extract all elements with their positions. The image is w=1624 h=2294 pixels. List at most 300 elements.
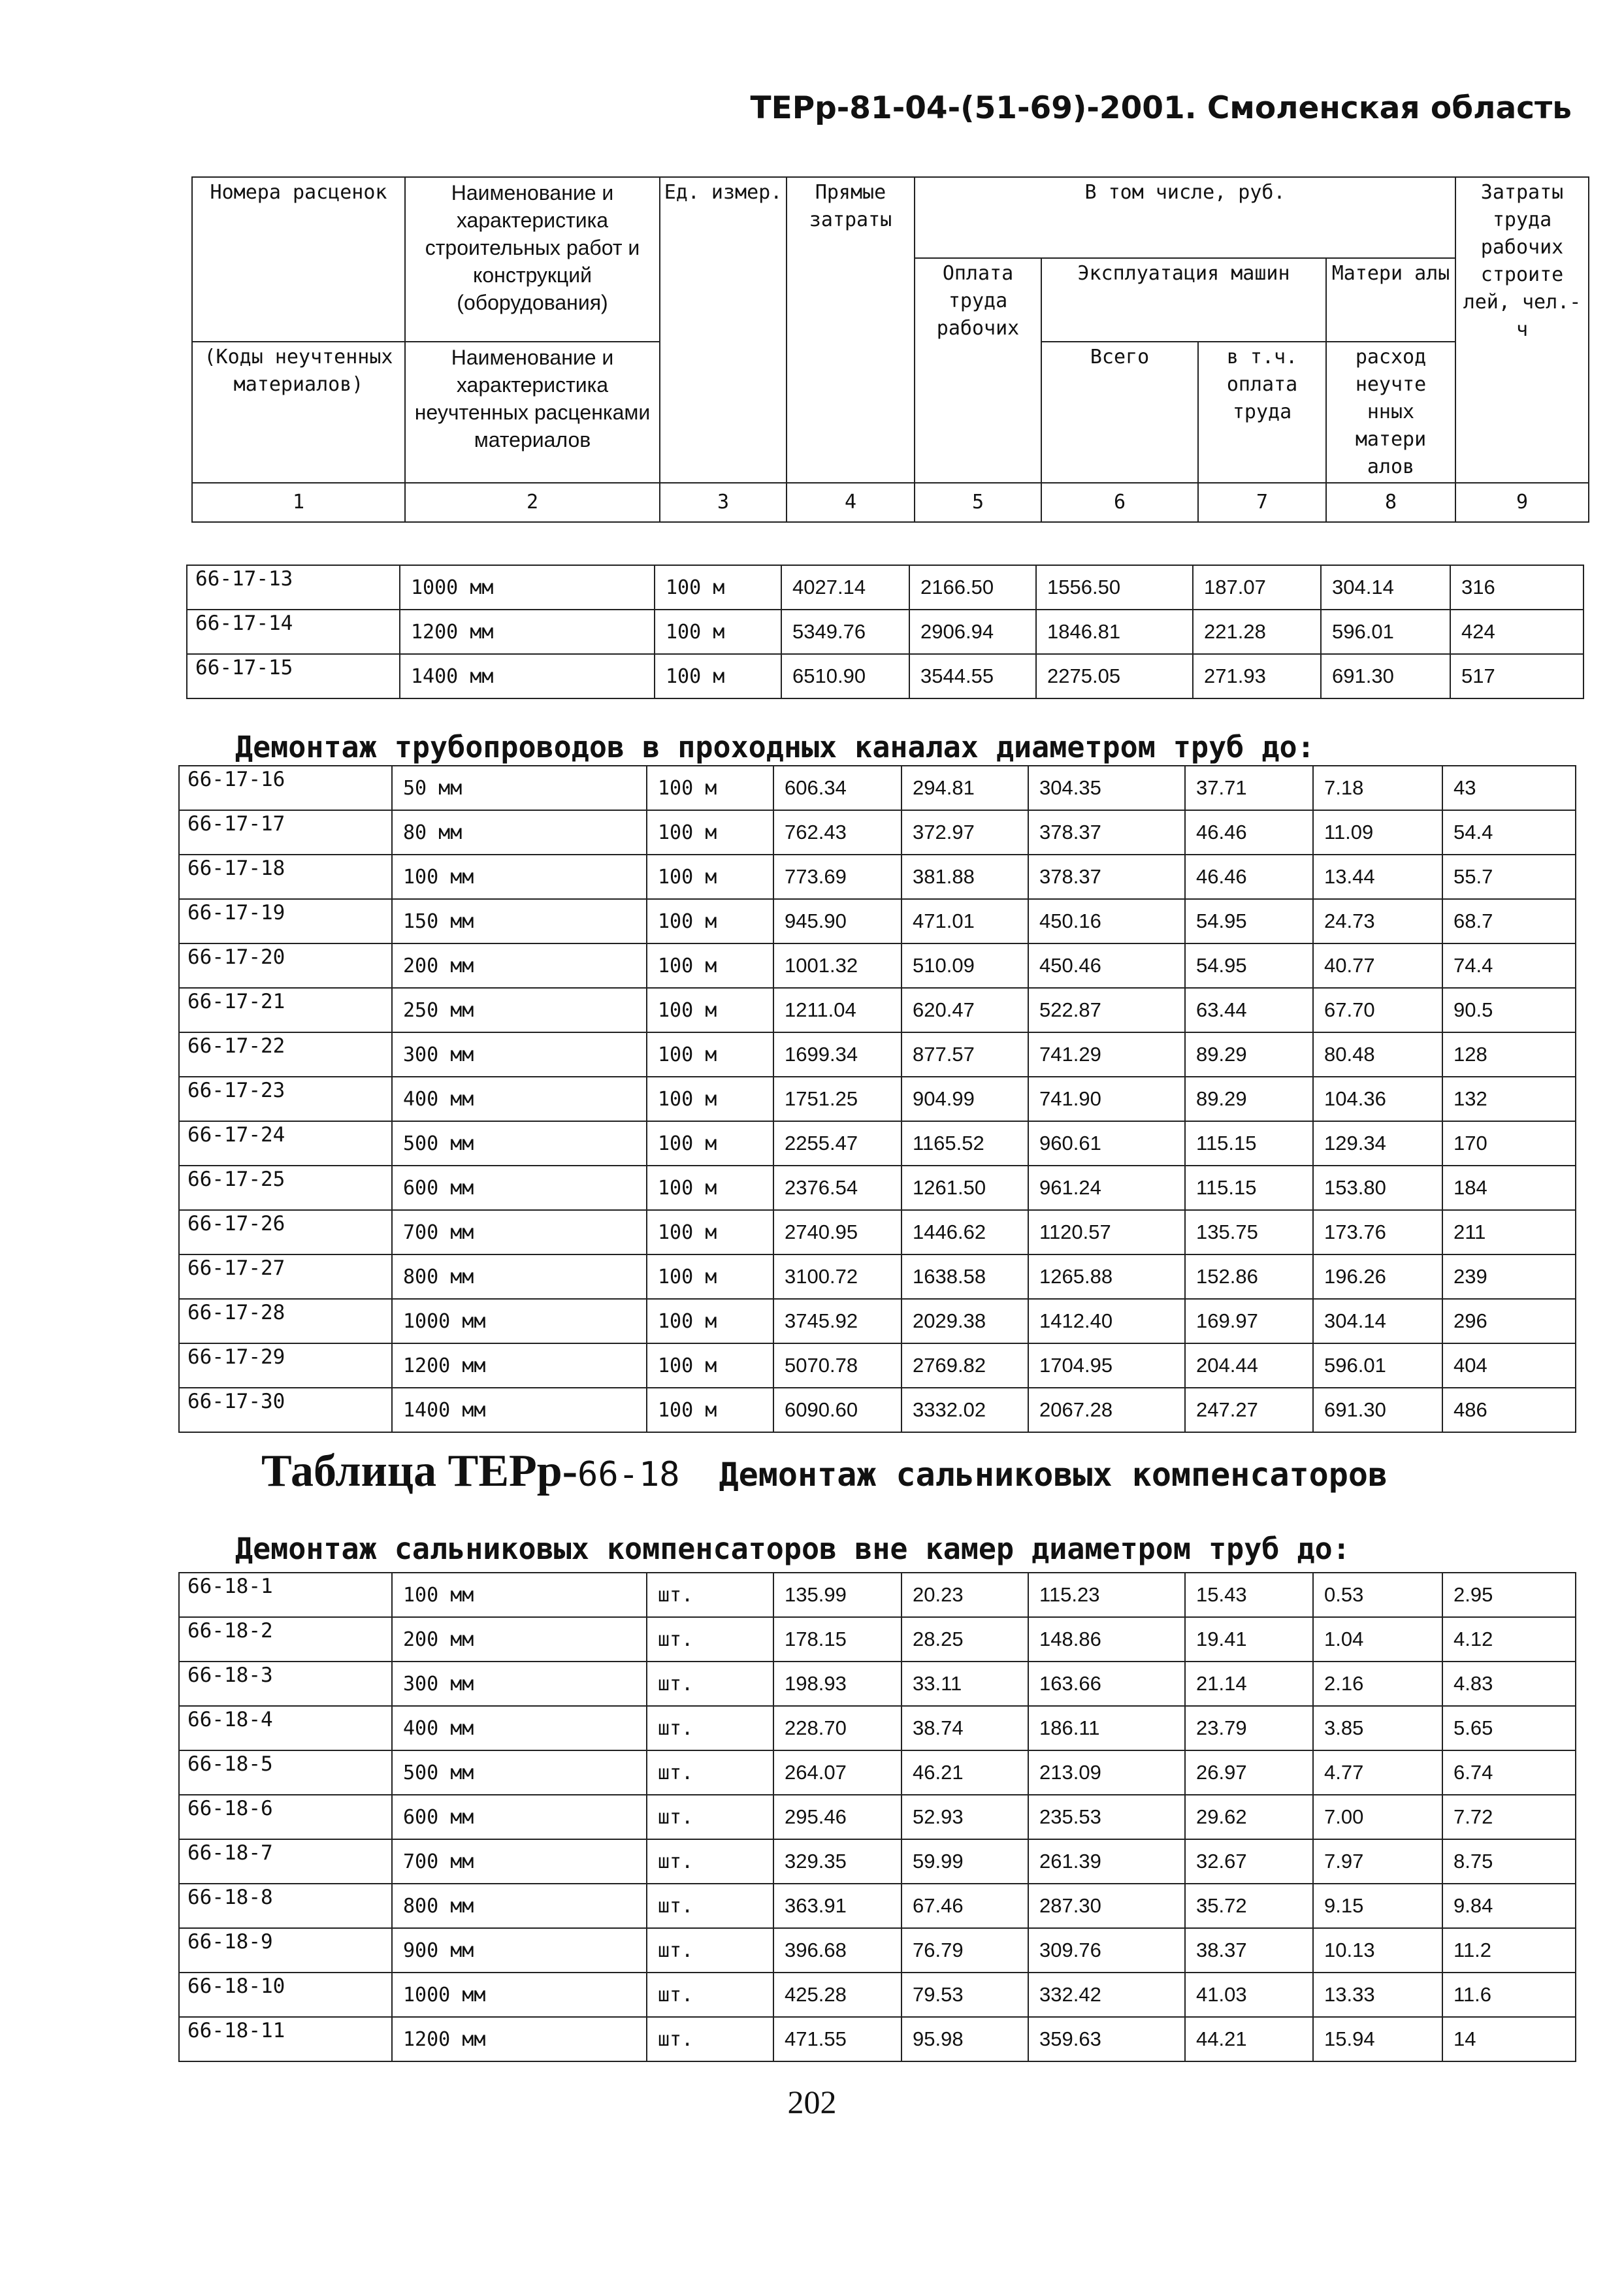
header-labor-hours: Затраты труда рабочих строите лей, чел.-ч xyxy=(1455,177,1589,483)
cell-unit: 100 м xyxy=(655,610,781,654)
cell-materials: 0.53 xyxy=(1313,1573,1442,1617)
table-title xyxy=(261,1445,1388,1498)
cell-unit: 100 м xyxy=(647,943,773,988)
cell-unit: шт. xyxy=(647,1884,773,1928)
cell-labor-pay: 381.88 xyxy=(901,855,1028,899)
cell-rate-code: 66-17-13 xyxy=(187,565,400,610)
cell-work-name: 1200 мм xyxy=(392,1343,647,1388)
cell-direct-costs: 3100.72 xyxy=(773,1254,901,1299)
header-work-name: Наименование и характеристика строительных работ и конструкций (оборудования) xyxy=(405,177,660,342)
column-number: 2 xyxy=(405,483,660,522)
header-direct-costs: Прямые затраты xyxy=(787,177,915,483)
cell-unit: 100 м xyxy=(647,1254,773,1299)
table-row xyxy=(179,899,1576,943)
cell-work-name: 1000 мм xyxy=(400,565,655,610)
cell-direct-costs: 264.07 xyxy=(773,1750,901,1795)
cell-materials: 2.16 xyxy=(1313,1662,1442,1706)
cell-labor-pay: 3332.02 xyxy=(901,1388,1028,1432)
header-unit: Ед. измер. xyxy=(660,177,787,483)
cell-rate-code: 66-17-22 xyxy=(179,1032,392,1077)
cell-labor-pay: 471.01 xyxy=(901,899,1028,943)
cell-machines-total: 213.09 xyxy=(1028,1750,1185,1795)
cell-work-name: 1200 мм xyxy=(392,2017,647,2061)
cell-unit: 100 м xyxy=(655,654,781,698)
cell-labor-hours: 9.84 xyxy=(1442,1884,1576,1928)
table-row xyxy=(179,1299,1576,1343)
cell-labor-pay: 2166.50 xyxy=(909,565,1036,610)
cell-work-name: 800 мм xyxy=(392,1254,647,1299)
cell-labor-hours: 4.83 xyxy=(1442,1662,1576,1706)
table-row xyxy=(179,1750,1576,1795)
cell-machines-total: 287.30 xyxy=(1028,1884,1185,1928)
cell-unit: 100 м xyxy=(647,1077,773,1121)
cell-labor-pay: 2029.38 xyxy=(901,1299,1028,1343)
header-unaccounted-materials: расход неучте нных матери алов xyxy=(1326,342,1455,483)
cell-unit: 100 м xyxy=(647,1121,773,1166)
cell-labor-hours: 55.7 xyxy=(1442,855,1576,899)
cell-labor-pay: 2906.94 xyxy=(909,610,1036,654)
cell-work-name: 900 мм xyxy=(392,1928,647,1973)
cell-work-name: 400 мм xyxy=(392,1706,647,1750)
cell-machines-total: 741.90 xyxy=(1028,1077,1185,1121)
cell-work-name: 700 мм xyxy=(392,1839,647,1884)
cell-machines-labor: 54.95 xyxy=(1185,943,1313,988)
cell-machines-labor: 32.67 xyxy=(1185,1839,1313,1884)
cell-labor-pay: 510.09 xyxy=(901,943,1028,988)
cell-rate-code: 66-18-6 xyxy=(179,1795,392,1839)
cell-direct-costs: 135.99 xyxy=(773,1573,901,1617)
cell-labor-hours: 517 xyxy=(1450,654,1583,698)
cell-machines-labor: 21.14 xyxy=(1185,1662,1313,1706)
cell-labor-hours: 296 xyxy=(1442,1299,1576,1343)
column-number: 8 xyxy=(1326,483,1455,522)
document-title: ТЕРр-81-04-(51-69)-2001. Смоленская область xyxy=(750,90,1572,126)
cell-labor-hours: 211 xyxy=(1442,1210,1576,1254)
cell-rate-code: 66-18-1 xyxy=(179,1573,392,1617)
cell-machines-total: 1412.40 xyxy=(1028,1299,1185,1343)
cell-materials: 304.14 xyxy=(1313,1299,1442,1343)
cell-direct-costs: 329.35 xyxy=(773,1839,901,1884)
cell-direct-costs: 178.15 xyxy=(773,1617,901,1662)
cell-machines-labor: 23.79 xyxy=(1185,1706,1313,1750)
cell-materials: 40.77 xyxy=(1313,943,1442,988)
cell-machines-total: 332.42 xyxy=(1028,1973,1185,2017)
cell-labor-pay: 3544.55 xyxy=(909,654,1036,698)
cell-labor-pay: 67.46 xyxy=(901,1884,1028,1928)
cell-machines-total: 961.24 xyxy=(1028,1166,1185,1210)
table-row xyxy=(179,1210,1576,1254)
cell-machines-total: 2275.05 xyxy=(1036,654,1193,698)
cell-machines-labor: 187.07 xyxy=(1193,565,1321,610)
table-row xyxy=(179,1839,1576,1884)
cell-direct-costs: 1751.25 xyxy=(773,1077,901,1121)
cell-materials: 15.94 xyxy=(1313,2017,1442,2061)
cell-materials: 24.73 xyxy=(1313,899,1442,943)
header-including-group: В том числе, руб. xyxy=(915,177,1455,258)
cell-rate-code: 66-17-20 xyxy=(179,943,392,988)
cell-work-name: 600 мм xyxy=(392,1795,647,1839)
cell-labor-pay: 1261.50 xyxy=(901,1166,1028,1210)
cell-labor-hours: 54.4 xyxy=(1442,810,1576,855)
cell-labor-hours: 486 xyxy=(1442,1388,1576,1432)
cell-rate-code: 66-17-30 xyxy=(179,1388,392,1432)
cell-machines-labor: 271.93 xyxy=(1193,654,1321,698)
cell-direct-costs: 425.28 xyxy=(773,1973,901,2017)
column-number: 9 xyxy=(1455,483,1589,522)
cell-materials: 9.15 xyxy=(1313,1884,1442,1928)
cell-unit: 100 м xyxy=(647,1166,773,1210)
cell-work-name: 100 мм xyxy=(392,855,647,899)
cell-direct-costs: 5349.76 xyxy=(781,610,909,654)
cell-rate-code: 66-18-8 xyxy=(179,1884,392,1928)
table-title-description: Демонтаж сальниковых компенсаторов xyxy=(719,1456,1388,1494)
cell-machines-labor: 89.29 xyxy=(1185,1032,1313,1077)
cell-rate-code: 66-17-24 xyxy=(179,1121,392,1166)
table-row xyxy=(179,1388,1576,1432)
cell-direct-costs: 228.70 xyxy=(773,1706,901,1750)
cell-rate-code: 66-18-7 xyxy=(179,1839,392,1884)
cell-machines-total: 960.61 xyxy=(1028,1121,1185,1166)
cell-unit: 100 м xyxy=(647,1032,773,1077)
cell-machines-labor: 135.75 xyxy=(1185,1210,1313,1254)
table-row xyxy=(179,943,1576,988)
cell-work-name: 80 мм xyxy=(392,810,647,855)
cell-materials: 691.30 xyxy=(1313,1388,1442,1432)
cell-rate-code: 66-18-3 xyxy=(179,1662,392,1706)
cell-labor-hours: 2.95 xyxy=(1442,1573,1576,1617)
header-machines-total: Всего xyxy=(1041,342,1198,483)
table-row xyxy=(179,1343,1576,1388)
cell-machines-total: 163.66 xyxy=(1028,1662,1185,1706)
cell-labor-pay: 52.93 xyxy=(901,1795,1028,1839)
cell-work-name: 200 мм xyxy=(392,1617,647,1662)
cell-machines-labor: 152.86 xyxy=(1185,1254,1313,1299)
cell-machines-labor: 41.03 xyxy=(1185,1973,1313,2017)
cell-materials: 173.76 xyxy=(1313,1210,1442,1254)
cell-labor-pay: 904.99 xyxy=(901,1077,1028,1121)
cell-materials: 11.09 xyxy=(1313,810,1442,855)
cell-labor-hours: 4.12 xyxy=(1442,1617,1576,1662)
cell-direct-costs: 2255.47 xyxy=(773,1121,901,1166)
cell-labor-pay: 33.11 xyxy=(901,1662,1028,1706)
cell-materials: 104.36 xyxy=(1313,1077,1442,1121)
cell-unit: шт. xyxy=(647,1662,773,1706)
cell-work-name: 300 мм xyxy=(392,1032,647,1077)
cell-labor-hours: 239 xyxy=(1442,1254,1576,1299)
table-row xyxy=(179,1166,1576,1210)
table-row xyxy=(187,565,1583,610)
cell-materials: 67.70 xyxy=(1313,988,1442,1032)
cell-unit: 100 м xyxy=(647,810,773,855)
cell-rate-code: 66-18-9 xyxy=(179,1928,392,1973)
cell-direct-costs: 3745.92 xyxy=(773,1299,901,1343)
table-row xyxy=(179,766,1576,810)
table-row xyxy=(179,1121,1576,1166)
cell-work-name: 1400 мм xyxy=(392,1388,647,1432)
cell-labor-hours: 404 xyxy=(1442,1343,1576,1388)
section-caption-gland-compensators: Демонтаж сальниковых компенсаторов вне камер диаметром труб до: xyxy=(235,1532,1350,1566)
table-row xyxy=(179,988,1576,1032)
cell-machines-labor: 115.15 xyxy=(1185,1166,1313,1210)
cell-work-name: 200 мм xyxy=(392,943,647,988)
cell-work-name: 1000 мм xyxy=(392,1299,647,1343)
cell-work-name: 100 мм xyxy=(392,1573,647,1617)
cell-materials: 153.80 xyxy=(1313,1166,1442,1210)
cell-direct-costs: 295.46 xyxy=(773,1795,901,1839)
cell-labor-hours: 6.74 xyxy=(1442,1750,1576,1795)
header-rate-numbers: Номера расценок xyxy=(192,177,405,342)
cell-materials: 13.33 xyxy=(1313,1973,1442,2017)
cell-direct-costs: 4027.14 xyxy=(781,565,909,610)
table-row xyxy=(179,1077,1576,1121)
cell-unit: 100 м xyxy=(647,899,773,943)
cell-direct-costs: 1699.34 xyxy=(773,1032,901,1077)
cell-labor-pay: 79.53 xyxy=(901,1973,1028,2017)
cell-rate-code: 66-17-19 xyxy=(179,899,392,943)
cell-rate-code: 66-17-16 xyxy=(179,766,392,810)
cell-machines-labor: 15.43 xyxy=(1185,1573,1313,1617)
column-header-table xyxy=(191,176,1589,523)
cell-labor-pay: 46.21 xyxy=(901,1750,1028,1795)
cell-machines-total: 378.37 xyxy=(1028,855,1185,899)
table-row xyxy=(179,1795,1576,1839)
cell-machines-total: 450.16 xyxy=(1028,899,1185,943)
cell-rate-code: 66-17-25 xyxy=(179,1166,392,1210)
cell-machines-labor: 221.28 xyxy=(1193,610,1321,654)
cell-machines-total: 359.63 xyxy=(1028,2017,1185,2061)
cell-machines-labor: 54.95 xyxy=(1185,899,1313,943)
cell-rate-code: 66-18-4 xyxy=(179,1706,392,1750)
cell-direct-costs: 1211.04 xyxy=(773,988,901,1032)
cell-work-name: 150 мм xyxy=(392,899,647,943)
cell-labor-pay: 1165.52 xyxy=(901,1121,1028,1166)
cell-machines-total: 304.35 xyxy=(1028,766,1185,810)
cell-labor-hours: 74.4 xyxy=(1442,943,1576,988)
cell-machines-labor: 204.44 xyxy=(1185,1343,1313,1388)
cell-direct-costs: 396.68 xyxy=(773,1928,901,1973)
cell-labor-hours: 90.5 xyxy=(1442,988,1576,1032)
cell-direct-costs: 6510.90 xyxy=(781,654,909,698)
section-caption-passage-channels: Демонтаж трубопроводов в проходных каналах диаметром труб до: xyxy=(235,730,1315,764)
cell-machines-total: 309.76 xyxy=(1028,1928,1185,1973)
cell-labor-hours: 7.72 xyxy=(1442,1795,1576,1839)
table-row xyxy=(179,1706,1576,1750)
cell-labor-pay: 2769.82 xyxy=(901,1343,1028,1388)
cell-machines-total: 115.23 xyxy=(1028,1573,1185,1617)
cell-rate-code: 66-17-18 xyxy=(179,855,392,899)
cell-machines-total: 148.86 xyxy=(1028,1617,1185,1662)
cell-machines-labor: 46.46 xyxy=(1185,855,1313,899)
cell-unit: шт. xyxy=(647,1617,773,1662)
cell-labor-pay: 28.25 xyxy=(901,1617,1028,1662)
column-number: 4 xyxy=(787,483,915,522)
cell-machines-total: 1704.95 xyxy=(1028,1343,1185,1388)
cell-work-name: 1200 мм xyxy=(400,610,655,654)
cell-machines-total: 378.37 xyxy=(1028,810,1185,855)
cell-labor-hours: 5.65 xyxy=(1442,1706,1576,1750)
cell-labor-hours: 11.6 xyxy=(1442,1973,1576,2017)
cell-labor-pay: 372.97 xyxy=(901,810,1028,855)
cell-materials: 1.04 xyxy=(1313,1617,1442,1662)
cell-machines-labor: 19.41 xyxy=(1185,1617,1313,1662)
cell-direct-costs: 773.69 xyxy=(773,855,901,899)
cell-machines-total: 186.11 xyxy=(1028,1706,1185,1750)
cell-machines-labor: 44.21 xyxy=(1185,2017,1313,2061)
cell-direct-costs: 6090.60 xyxy=(773,1388,901,1432)
column-number: 1 xyxy=(192,483,405,522)
cell-labor-hours: 184 xyxy=(1442,1166,1576,1210)
cell-materials: 80.48 xyxy=(1313,1032,1442,1077)
cell-materials: 3.85 xyxy=(1313,1706,1442,1750)
cell-labor-hours: 43 xyxy=(1442,766,1576,810)
cell-machines-labor: 26.97 xyxy=(1185,1750,1313,1795)
table-row xyxy=(187,610,1583,654)
cell-rate-code: 66-17-21 xyxy=(179,988,392,1032)
cell-rate-code: 66-17-23 xyxy=(179,1077,392,1121)
cell-materials: 196.26 xyxy=(1313,1254,1442,1299)
cell-materials: 7.18 xyxy=(1313,766,1442,810)
cell-labor-pay: 38.74 xyxy=(901,1706,1028,1750)
cell-direct-costs: 2376.54 xyxy=(773,1166,901,1210)
table-row xyxy=(179,1973,1576,2017)
cell-unit: 100 м xyxy=(647,766,773,810)
cell-labor-hours: 316 xyxy=(1450,565,1583,610)
cell-direct-costs: 471.55 xyxy=(773,2017,901,2061)
header-material-names: Наименование и характеристика неучтенных расценками материалов xyxy=(405,342,660,483)
cell-unit: шт. xyxy=(647,1973,773,2017)
cell-rate-code: 66-17-17 xyxy=(179,810,392,855)
cell-machines-total: 261.39 xyxy=(1028,1839,1185,1884)
cell-machines-labor: 46.46 xyxy=(1185,810,1313,855)
cell-unit: 100 м xyxy=(647,988,773,1032)
cell-materials: 13.44 xyxy=(1313,855,1442,899)
cell-machines-total: 741.29 xyxy=(1028,1032,1185,1077)
rates-table-66-17-part2 xyxy=(178,765,1576,1433)
cell-machines-total: 450.46 xyxy=(1028,943,1185,988)
cell-machines-labor: 35.72 xyxy=(1185,1884,1313,1928)
cell-direct-costs: 1001.32 xyxy=(773,943,901,988)
column-number: 6 xyxy=(1041,483,1198,522)
cell-machines-labor: 169.97 xyxy=(1185,1299,1313,1343)
cell-machines-total: 1846.81 xyxy=(1036,610,1193,654)
cell-labor-pay: 76.79 xyxy=(901,1928,1028,1973)
cell-direct-costs: 762.43 xyxy=(773,810,901,855)
cell-work-name: 800 мм xyxy=(392,1884,647,1928)
cell-labor-hours: 11.2 xyxy=(1442,1928,1576,1973)
cell-rate-code: 66-18-5 xyxy=(179,1750,392,1795)
cell-materials: 304.14 xyxy=(1321,565,1450,610)
cell-labor-pay: 877.57 xyxy=(901,1032,1028,1077)
cell-machines-labor: 63.44 xyxy=(1185,988,1313,1032)
cell-machines-labor: 38.37 xyxy=(1185,1928,1313,1973)
table-title-code: 66-18 xyxy=(577,1455,680,1494)
table-row xyxy=(179,855,1576,899)
cell-machines-total: 2067.28 xyxy=(1028,1388,1185,1432)
cell-materials: 7.97 xyxy=(1313,1839,1442,1884)
header-machines-labor: в т.ч. оплата труда xyxy=(1198,342,1326,483)
cell-rate-code: 66-18-10 xyxy=(179,1973,392,2017)
cell-work-name: 50 мм xyxy=(392,766,647,810)
cell-work-name: 500 мм xyxy=(392,1750,647,1795)
table-row xyxy=(179,1884,1576,1928)
cell-machines-total: 1120.57 xyxy=(1028,1210,1185,1254)
table-row xyxy=(179,810,1576,855)
cell-direct-costs: 5070.78 xyxy=(773,1343,901,1388)
cell-rate-code: 66-17-14 xyxy=(187,610,400,654)
cell-direct-costs: 2740.95 xyxy=(773,1210,901,1254)
cell-direct-costs: 363.91 xyxy=(773,1884,901,1928)
column-number: 7 xyxy=(1198,483,1326,522)
rates-table-66-18 xyxy=(178,1572,1576,2062)
table-title-main: Таблица ТЕРр- xyxy=(261,1446,578,1496)
cell-machines-labor: 247.27 xyxy=(1185,1388,1313,1432)
cell-work-name: 1400 мм xyxy=(400,654,655,698)
cell-labor-hours: 14 xyxy=(1442,2017,1576,2061)
cell-work-name: 1000 мм xyxy=(392,1973,647,2017)
column-number: 5 xyxy=(915,483,1041,522)
cell-materials: 691.30 xyxy=(1321,654,1450,698)
cell-unit: шт. xyxy=(647,1706,773,1750)
table-row xyxy=(179,1254,1576,1299)
cell-labor-hours: 68.7 xyxy=(1442,899,1576,943)
cell-work-name: 250 мм xyxy=(392,988,647,1032)
cell-unit: 100 м xyxy=(647,1343,773,1388)
cell-unit: шт. xyxy=(647,1928,773,1973)
cell-unit: 100 м xyxy=(647,855,773,899)
cell-rate-code: 66-18-2 xyxy=(179,1617,392,1662)
cell-unit: 100 м xyxy=(647,1210,773,1254)
cell-work-name: 300 мм xyxy=(392,1662,647,1706)
cell-labor-pay: 1638.58 xyxy=(901,1254,1028,1299)
cell-materials: 596.01 xyxy=(1313,1343,1442,1388)
cell-unit: шт. xyxy=(647,1750,773,1795)
cell-machines-labor: 29.62 xyxy=(1185,1795,1313,1839)
table-row xyxy=(187,654,1583,698)
cell-direct-costs: 606.34 xyxy=(773,766,901,810)
cell-labor-hours: 424 xyxy=(1450,610,1583,654)
cell-rate-code: 66-18-11 xyxy=(179,2017,392,2061)
cell-machines-labor: 37.71 xyxy=(1185,766,1313,810)
table-row xyxy=(179,1573,1576,1617)
page-number: 202 xyxy=(787,2084,837,2120)
cell-work-name: 500 мм xyxy=(392,1121,647,1166)
cell-labor-hours: 8.75 xyxy=(1442,1839,1576,1884)
cell-labor-pay: 1446.62 xyxy=(901,1210,1028,1254)
table-row xyxy=(179,1617,1576,1662)
header-materials: Матери алы xyxy=(1326,258,1455,342)
cell-labor-pay: 95.98 xyxy=(901,2017,1028,2061)
cell-labor-pay: 20.23 xyxy=(901,1573,1028,1617)
cell-machines-labor: 115.15 xyxy=(1185,1121,1313,1166)
cell-work-name: 400 мм xyxy=(392,1077,647,1121)
cell-unit: 100 м xyxy=(647,1388,773,1432)
cell-labor-hours: 132 xyxy=(1442,1077,1576,1121)
cell-labor-hours: 170 xyxy=(1442,1121,1576,1166)
cell-machines-total: 1556.50 xyxy=(1036,565,1193,610)
rates-table-66-17-part1 xyxy=(186,565,1584,699)
table-row xyxy=(179,1928,1576,1973)
table-row xyxy=(179,1662,1576,1706)
cell-direct-costs: 945.90 xyxy=(773,899,901,943)
cell-unit: шт. xyxy=(647,1839,773,1884)
cell-materials: 10.13 xyxy=(1313,1928,1442,1973)
cell-rate-code: 66-17-29 xyxy=(179,1343,392,1388)
cell-machines-total: 1265.88 xyxy=(1028,1254,1185,1299)
cell-unit: шт. xyxy=(647,2017,773,2061)
cell-rate-code: 66-17-27 xyxy=(179,1254,392,1299)
cell-labor-pay: 59.99 xyxy=(901,1839,1028,1884)
cell-unit: 100 м xyxy=(647,1299,773,1343)
